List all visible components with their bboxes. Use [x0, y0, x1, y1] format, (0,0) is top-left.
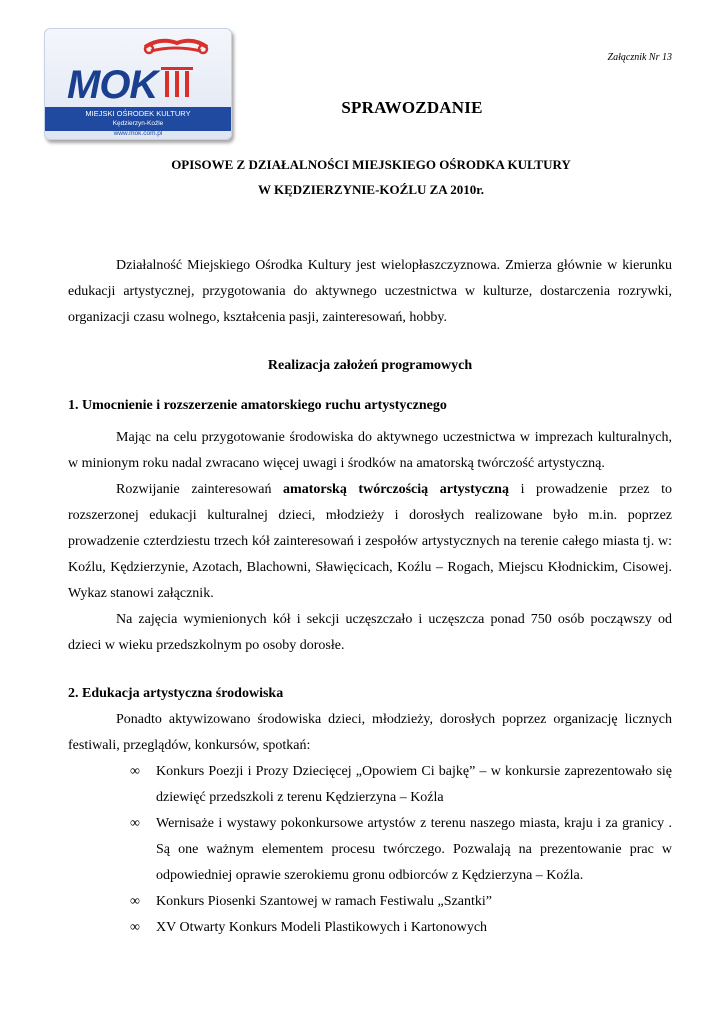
list-item — [130, 915, 672, 941]
list-item-text: XV Otwarty Konkurs Modeli Plastikowych i Kartonowych — [156, 920, 488, 935]
subtitle-line2: W KĘDZIERZYNIE-KOŹLU ZA 2010r. — [257, 182, 485, 197]
section1-paragraph1: Mając na celu przygotowanie środowiska do aktywnego uczestnictwa w imprezach kulturalnych, w minionym roku nadal zwracano więcej uwagi i środków na amatorską twórczość artystyczną. — [68, 430, 672, 471]
mok-logo — [44, 28, 232, 140]
infinity-bullet-icon: ∞ — [130, 816, 140, 831]
paragraph2-emphasis: amatorską twórczością artystyczną — [283, 482, 509, 497]
infinity-bullet-icon: ∞ — [130, 894, 140, 909]
list-item — [130, 759, 672, 811]
intro-paragraph: Działalność Miejskiego Ośrodka Kultury jest wielopłaszczyznowa. Zmierza głównie w kierunku edukacji artystycznej, przygotowania do aktywnego uczestnictwa w kulturze, dostarczenia rozrywki, organizacji czasu wolnego, kształcenia pasji, zainteresowań, hobby. — [68, 258, 672, 325]
section2-heading: 2. Edukacja artystyczna środowiska — [68, 686, 284, 701]
list-item-text: Konkurs Piosenki Szantowej w ramach Festiwalu „Szantki” — [156, 894, 492, 909]
section1-heading: 1. Umocnienie i rozszerzenie amatorskiego ruchu artystycznego — [68, 398, 447, 413]
section2-paragraph1: Ponadto aktywizowano środowiska dzieci, młodzieży, dorosłych poprzez organizację licznych festiwali, przeglądów, konkursów, spotkań: — [68, 712, 672, 753]
list-item-text: Wernisaże i wystawy pokonkursowe artystów z terenu naszego miasta, kraju i za granicy . Są one ważnym elementem procesu twórczego. Pozwalają na prezentowanie prac w odpowiedniej oprawie szerokiemu gronu odbiorców z Kędzierzyna – Koźla. — [156, 816, 672, 883]
document-title: SPRAWOZDANIE — [341, 98, 483, 117]
document-subtitle — [70, 152, 672, 202]
logo-url: www.mok.com.pl — [113, 130, 163, 137]
paragraph2-text-end: i prowadzenie przez to rozszerzonej edukacji kulturalnej dzieci, młodzieży i dorosłych realizowane było m.in. poprzez prowadzenie czterdziestu trzech kół zainteresowań i zespołów artystycznych na terenie całego miasta tj. w: Koźlu, Kędzierzynie, Azotach, Blachowni, Sławięcicach, Koźlu – Rogach, Miejscu Kłodnickim, Cisowej. Wykaz stanowi załącznik. — [68, 482, 672, 601]
subtitle-line1: OPISOWE Z DZIAŁALNOŚCI MIEJSKIEGO OŚRODKA KULTURY — [171, 157, 571, 172]
list-item — [130, 811, 672, 889]
logo-line2: Kędzierzyn-Koźle — [112, 120, 164, 127]
logo-line1: MIEJSKI OŚRODEK KULTURY — [85, 109, 191, 118]
paragraph2-text-start: Rozwijanie zainteresowań — [116, 482, 284, 497]
infinity-bullet-icon: ∞ — [130, 920, 140, 935]
infinity-bullet-icon: ∞ — [130, 764, 140, 779]
document-body — [68, 253, 672, 941]
annex-label: Załącznik Nr 13 — [607, 52, 672, 63]
section1-paragraph3: Na zajęcia wymienionych kół i sekcji uczęszczało i uczęszcza ponad 750 osób począwszy od dzieci w wieku przedszkolnym po osoby dorosłe. — [68, 612, 672, 653]
logo-brand: MOK — [67, 63, 158, 107]
event-list — [68, 759, 672, 941]
section-heading: Realizacja założeń programowych — [267, 358, 473, 373]
list-item — [130, 889, 672, 915]
list-item-text: Konkurs Poezji i Prozy Dziecięcej „Opowiem Ci bajkę” – w konkursie zaprezentowało się dziewięć przedszkoli z terenu Kędzierzyna – Koźla — [156, 764, 672, 805]
section1-paragraph2 — [68, 477, 672, 607]
